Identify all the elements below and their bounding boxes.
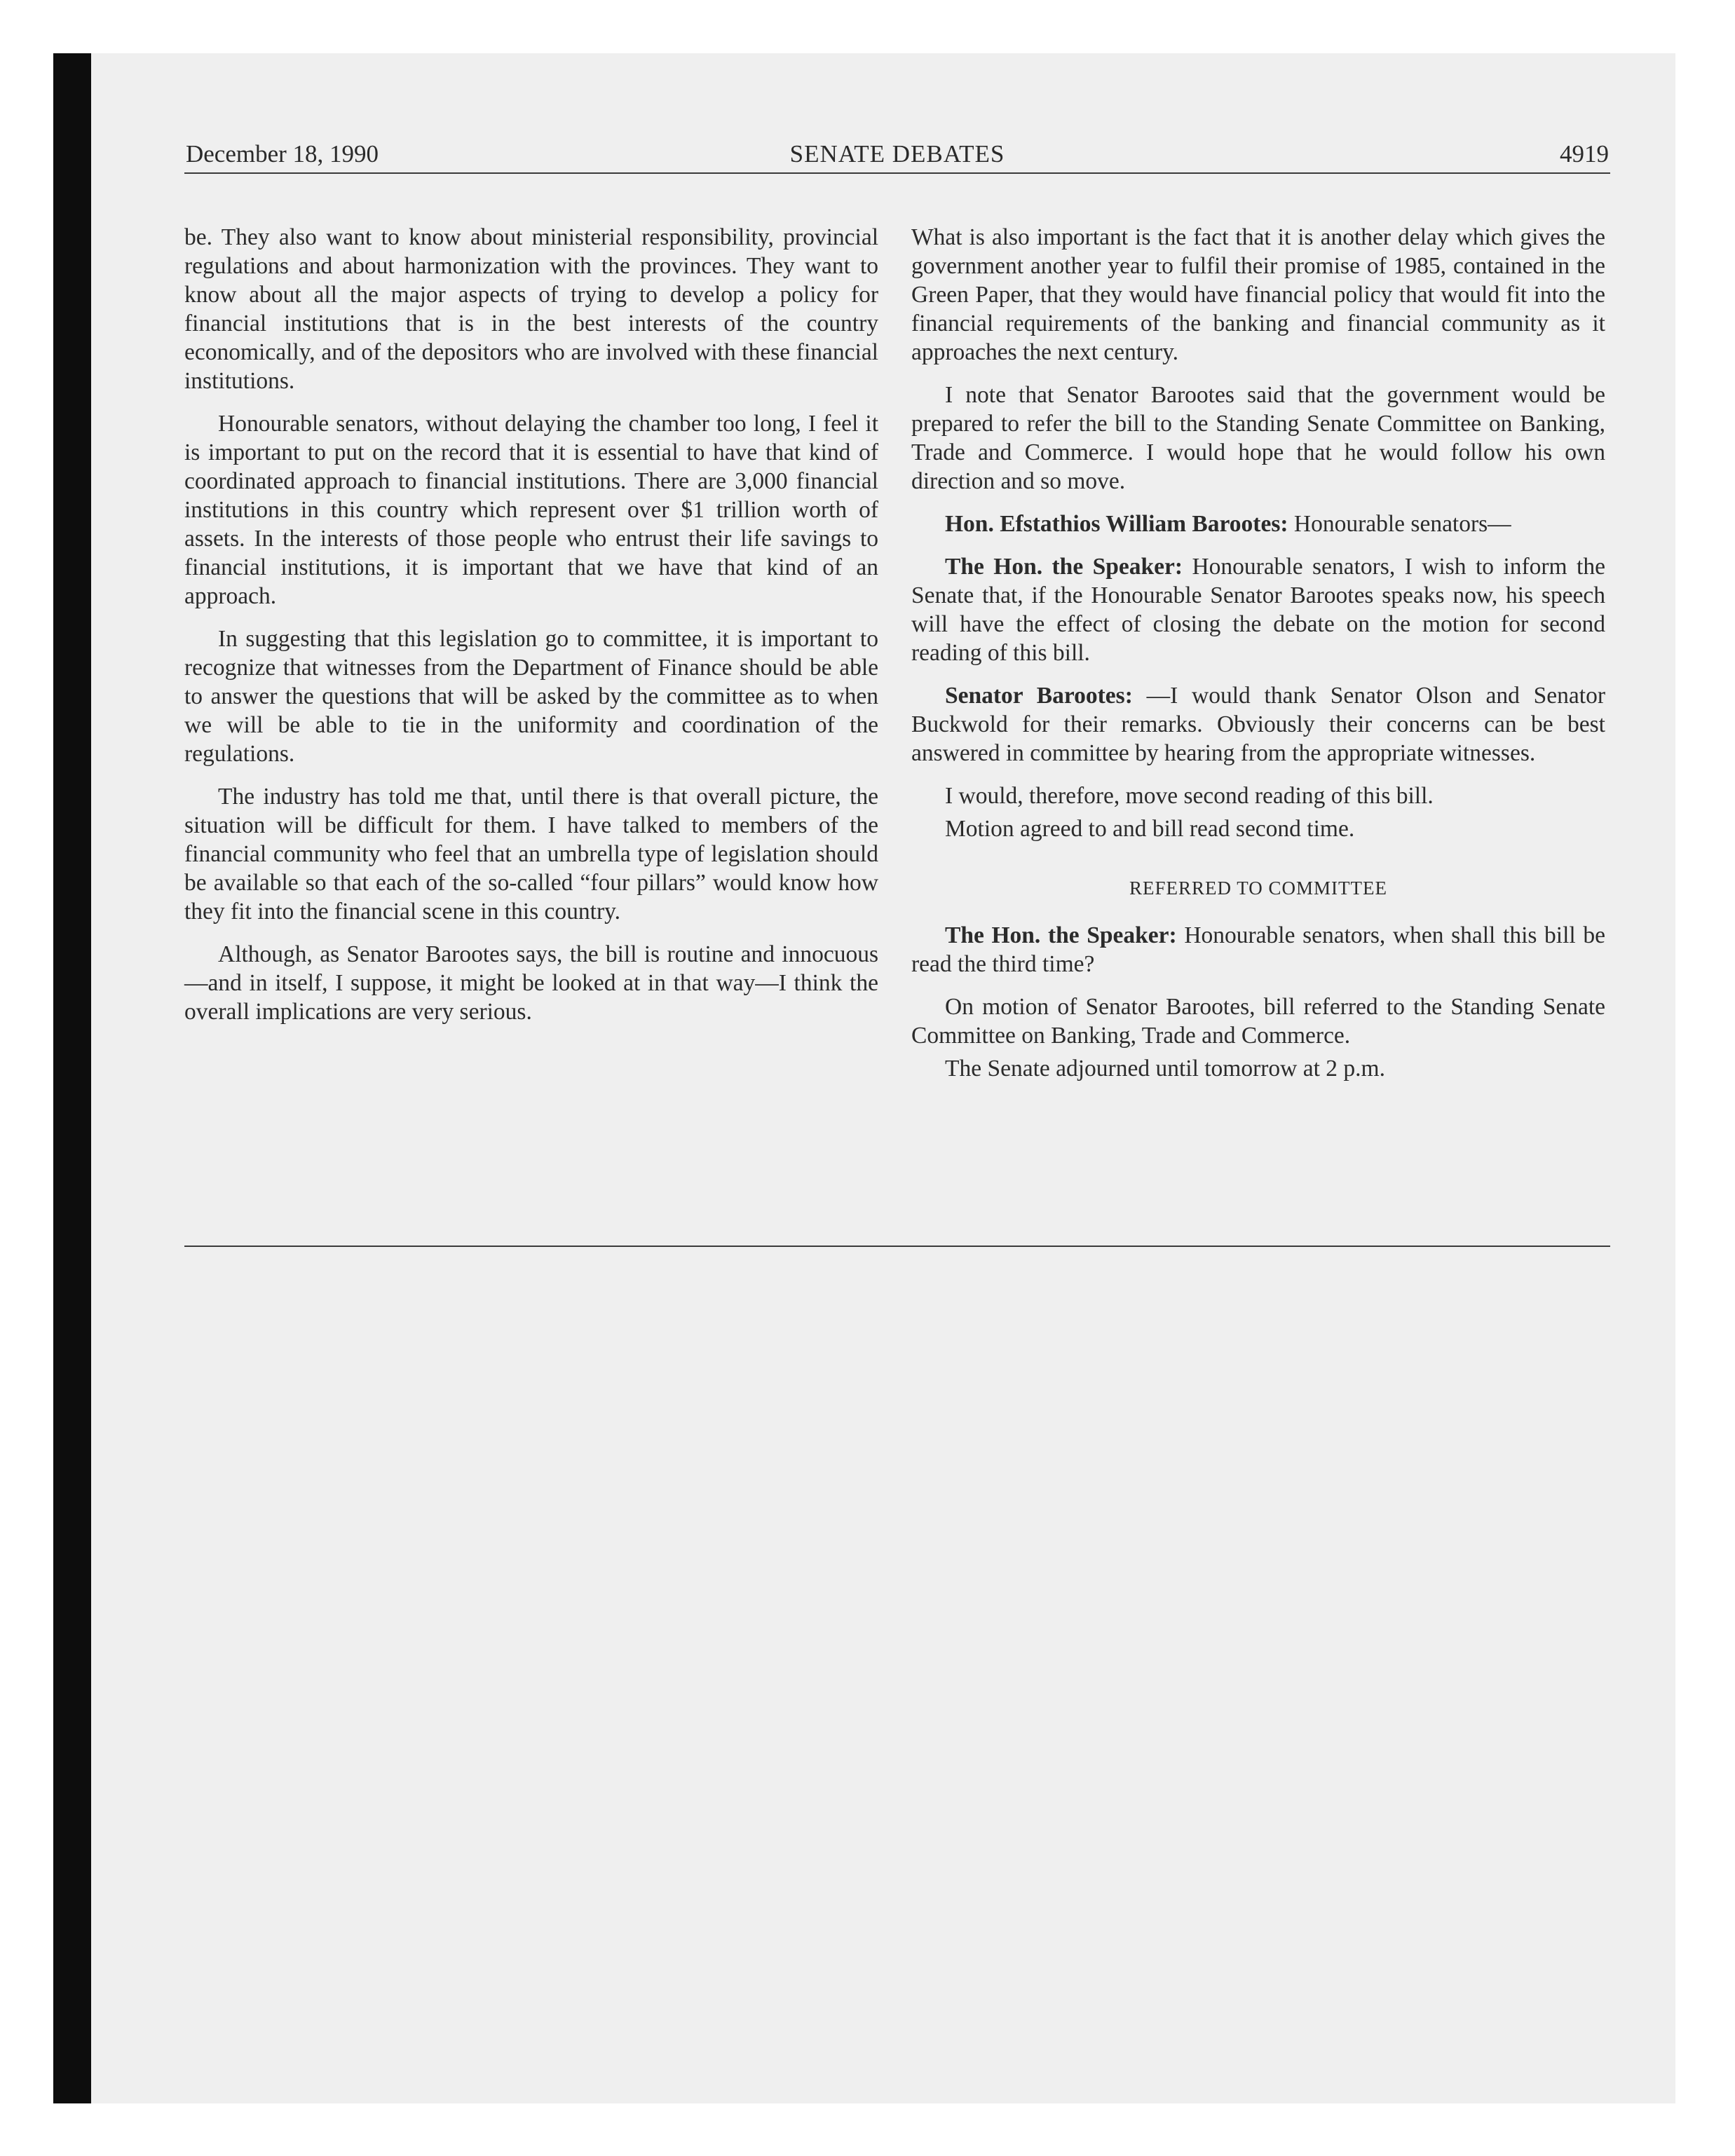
speech-text: Honourable senators, when shall this bill be read the third time? [911, 922, 1605, 977]
speaker-name: Hon. Efstathios William Barootes: [945, 511, 1288, 537]
paragraph: Although, as Senator Barootes says, the bill is routine and innocuous—and in itself, I suppose, it might be looked at in that way—I think the overall implications are very serious. [184, 941, 878, 1025]
paragraph: On motion of Senator Barootes, bill referred to the Standing Senate Committee on Banking, Trade and Commerce. [911, 994, 1605, 1049]
running-header [186, 140, 1609, 174]
speech-text: —I would thank Senator Olson and Senator Buckwold for their remarks. Obviously their concerns can be best answered in committee by hearing from the appropriate witnesses. [911, 683, 1605, 766]
section-heading: REFERRED TO COMMITTEE [1129, 878, 1388, 899]
paragraph: I would, therefore, move second reading of this bill. [945, 783, 1434, 809]
paragraph: be. They also want to know about ministerial responsibility, provincial regulations and about harmonization with the provinces. They want to know about all the major aspects of trying to develop a policy for financial institutions that is in the best interests of the country economically, and of the depositors who are involved with these financial institutions. [184, 224, 878, 394]
speech-text: Honourable senators— [1293, 511, 1511, 537]
left-column [184, 223, 878, 1040]
paragraph: I note that Senator Barootes said that the government would be prepared to refer the bill to the Standing Senate Committee on Banking, Trade and Commerce. I would hope that he would follow his own direction and so move. [911, 382, 1605, 494]
speech-paragraph [911, 552, 1605, 667]
right-column [911, 223, 1605, 1097]
speaker-name: The Hon. the Speaker: [945, 554, 1183, 580]
speaker-name: The Hon. the Speaker: [945, 922, 1177, 948]
paragraph: Motion agreed to and bill read second time. [945, 816, 1355, 842]
paragraph: Honourable senators, without delaying the chamber too long, I feel it is important to put on the record that it is essential to have that kind of coordinated approach to financial institutions. There are 3,000 financial institutions in this country which represent over $1 trillion worth of assets. In the interests of those people who entrust their life savings to financial institutions, it is important that we have that kind of an approach. [184, 411, 878, 609]
header-page-number: 4919 [1560, 140, 1609, 168]
paragraph: What is also important is the fact that it is another delay which gives the government another year to fulfil their promise of 1985, contained in the Green Paper, that they would have financial policy that would fit into the financial requirements of the banking and financial community as it approaches the next century. [911, 224, 1605, 365]
header-rule [184, 172, 1610, 174]
header-date: December 18, 1990 [186, 140, 379, 168]
speech-text: Honourable senators, I wish to inform the Senate that, if the Honourable Senator Barootes speaks now, his speech will have the effect of closing the debate on the motion for second reading of this bill. [911, 554, 1605, 666]
footer-rule [184, 1246, 1610, 1247]
speech-paragraph [911, 921, 1605, 978]
speaker-name: Senator Barootes: [945, 683, 1133, 709]
speech-paragraph [911, 681, 1605, 767]
header-publication-title: SENATE DEBATES [789, 140, 1005, 168]
paragraph: In suggesting that this legislation go to committee, it is important to recognize that witnesses from the Department of Finance should be able to answer the questions that will be asked by the committee as to when we will be able to tie in the uniformity and coordination of the regulations. [184, 626, 878, 767]
paragraph: The industry has told me that, until there is that overall picture, the situation will be difficult for them. I have talked to members of the financial community who feel that an umbrella type of legislation should be available so that each of the so-called “four pillars” would know how they fit into the financial scene in this country. [184, 784, 878, 925]
paragraph: The Senate adjourned until tomorrow at 2 p.m. [945, 1056, 1385, 1082]
speech-paragraph [911, 510, 1605, 538]
scan-binding-edge [53, 53, 91, 2103]
